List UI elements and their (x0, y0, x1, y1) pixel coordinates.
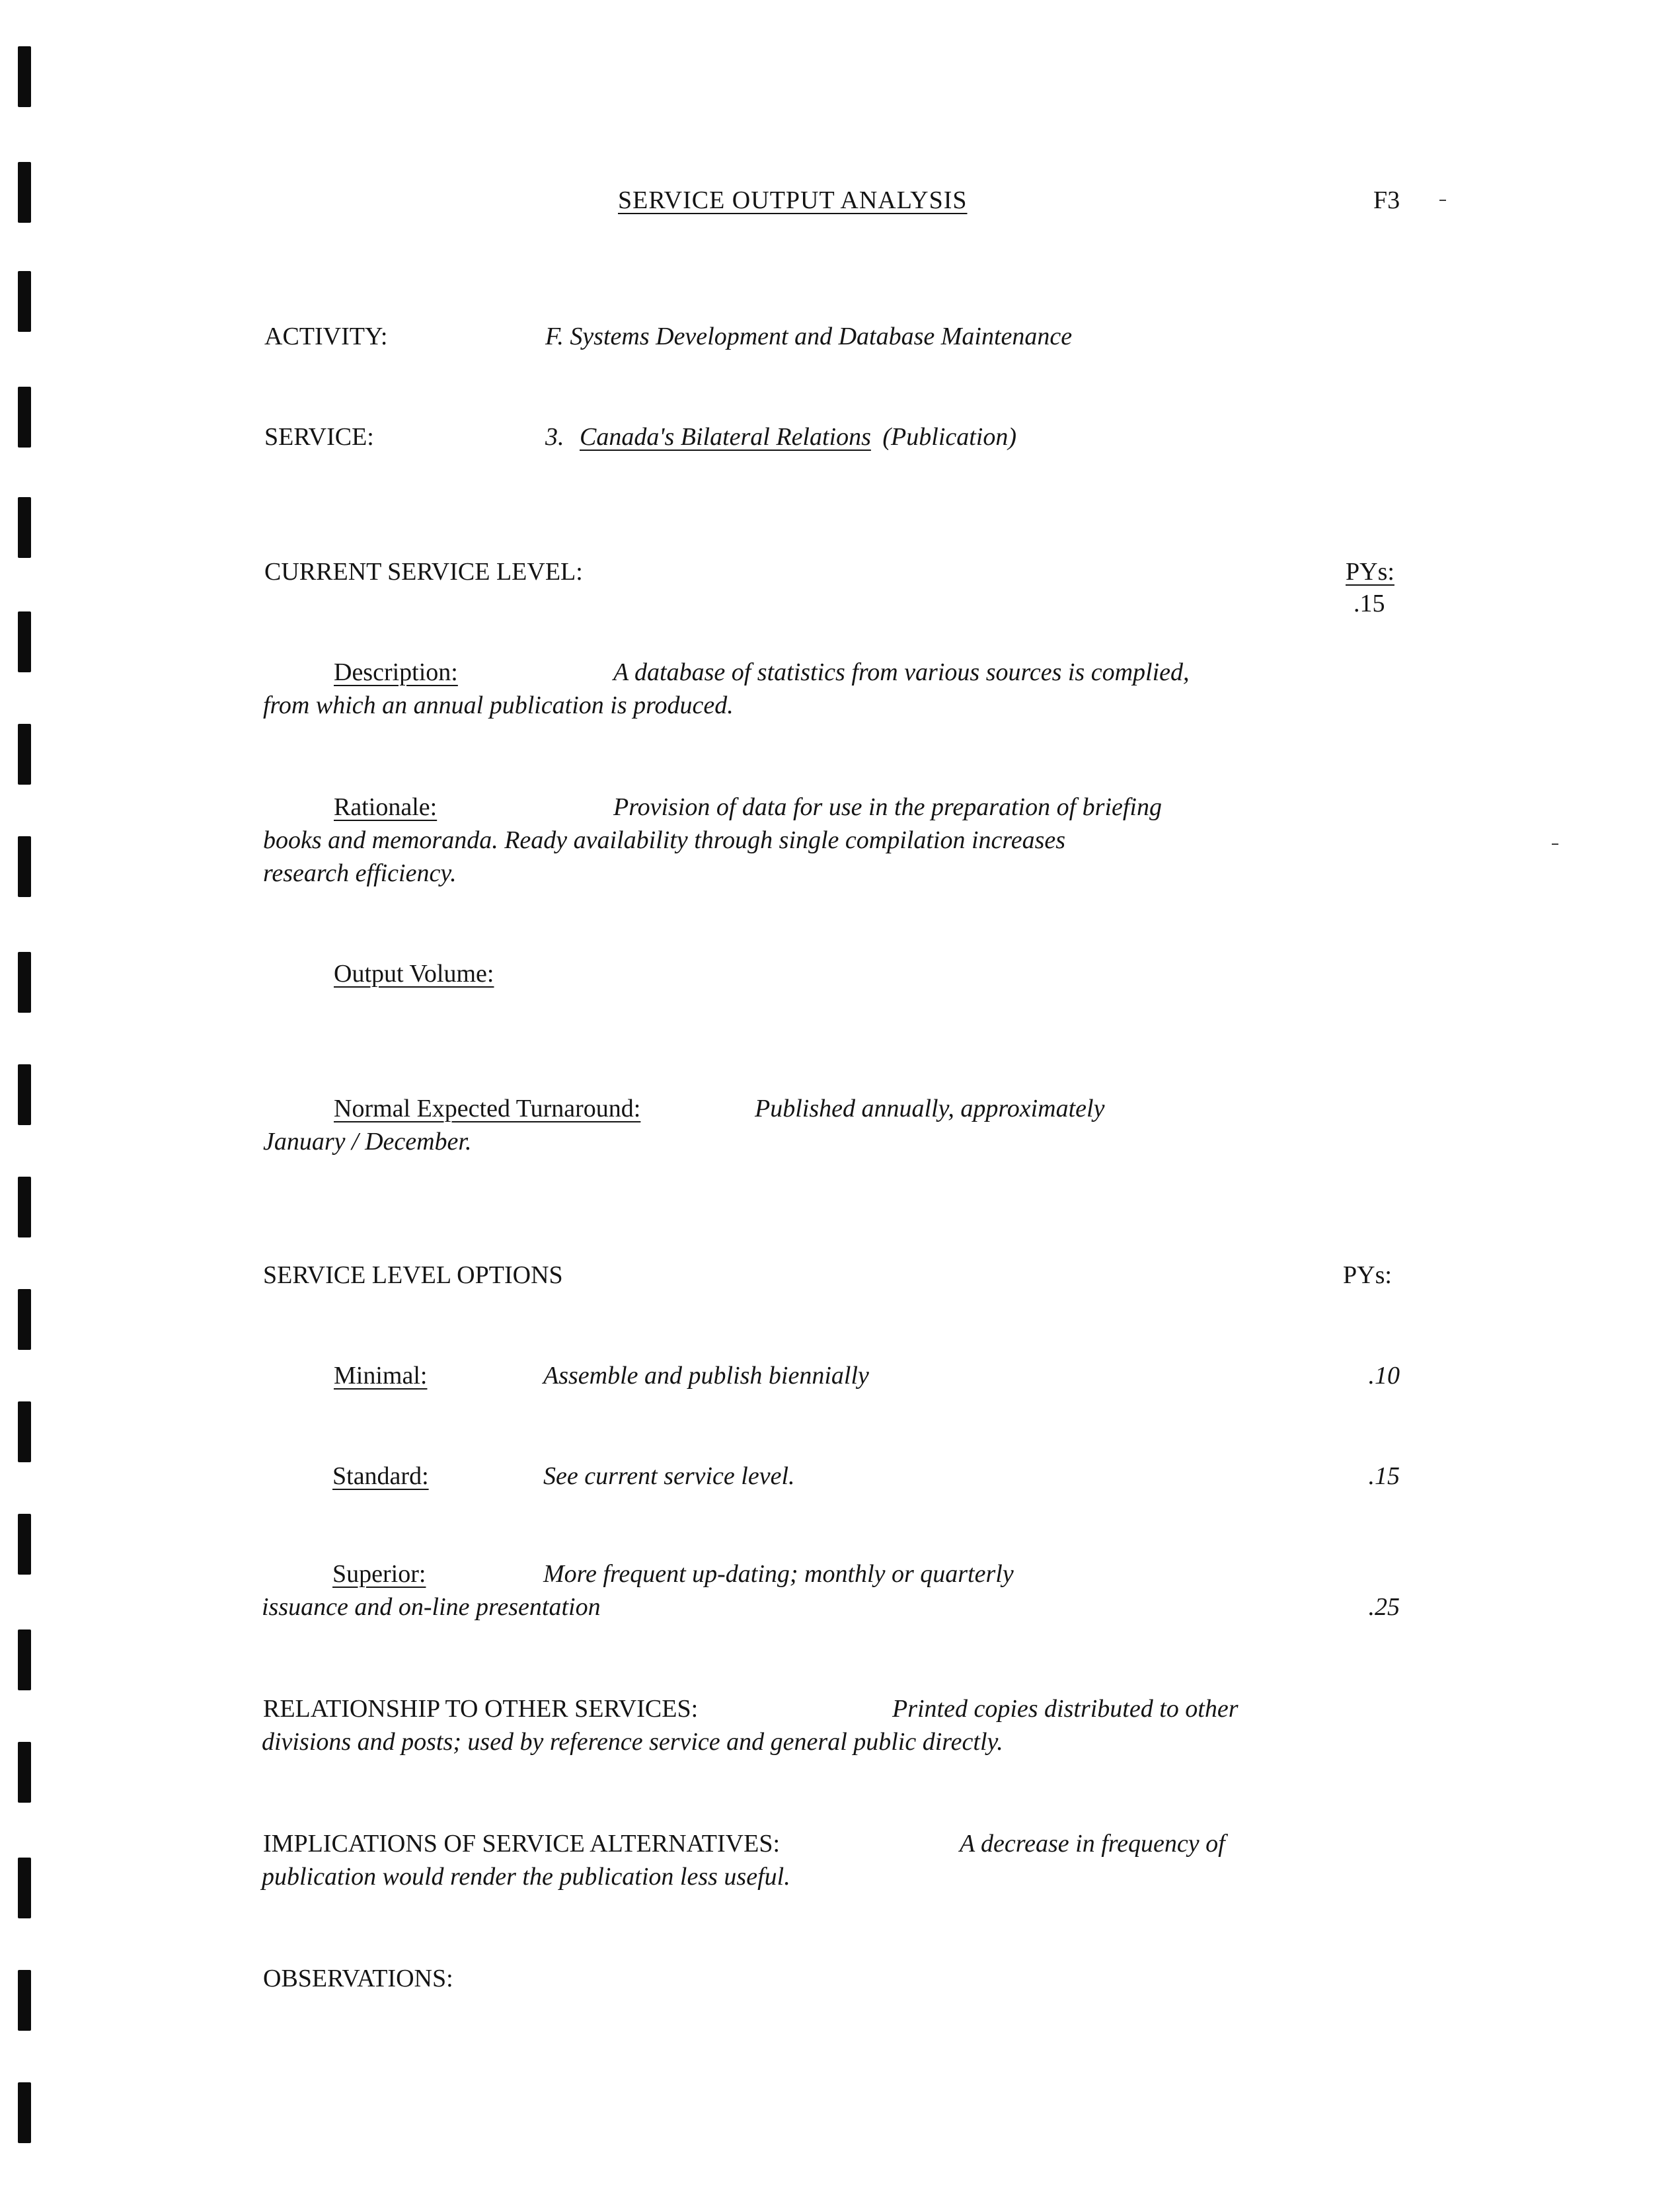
binder-mark (18, 1064, 31, 1125)
binder-mark (18, 162, 31, 223)
scan-mark (1552, 844, 1558, 845)
service-level-options-heading: SERVICE LEVEL OPTIONS (263, 1261, 563, 1289)
superior-line-1: More frequent up-dating; monthly or quarterly (543, 1560, 1014, 1588)
binder-mark (18, 611, 31, 672)
binder-mark (18, 724, 31, 785)
current-pys-label: PYs: (1346, 558, 1394, 586)
implications-heading: IMPLICATIONS OF SERVICE ALTERNATIVES: (263, 1830, 781, 1858)
binder-mark (18, 1514, 31, 1575)
rationale-line-2: books and memoranda. Ready availability through single compilation increases (263, 826, 1066, 854)
output-volume-label: Output Volume: (334, 960, 494, 988)
observations-heading: OBSERVATIONS: (263, 1965, 453, 1992)
superior-line-2: issuance and on-line presentation (262, 1593, 601, 1621)
superior-pys: .25 (1368, 1593, 1400, 1621)
standard-text: See current service level. (543, 1462, 795, 1490)
relationship-line-2: divisions and posts; used by reference service and general public directly. (262, 1728, 1003, 1756)
standard-pys: .15 (1368, 1462, 1400, 1490)
page-id: F3 (1373, 186, 1400, 214)
binder-mark (18, 2082, 31, 2143)
binder-mark (18, 1858, 31, 1918)
description-line-1: A database of statistics from various sources is complied, (613, 658, 1190, 686)
binder-mark (18, 497, 31, 558)
description-line-2: from which an annual publication is produced. (263, 691, 734, 719)
turnaround-label: Normal Expected Turnaround: (334, 1095, 641, 1122)
implications-line-2: publication would render the publication less useful. (262, 1863, 790, 1891)
description-label: Description: (334, 658, 458, 686)
service-number: 3. (545, 423, 564, 451)
current-pys-value: .15 (1354, 590, 1385, 617)
binder-mark (18, 1401, 31, 1462)
standard-label: Standard: (332, 1462, 429, 1490)
relationship-heading: RELATIONSHIP TO OTHER SERVICES: (263, 1695, 699, 1723)
superior-label: Superior: (332, 1560, 426, 1588)
relationship-line-1: Printed copies distributed to other (892, 1695, 1239, 1723)
minimal-pys: .10 (1368, 1362, 1400, 1390)
minimal-label: Minimal: (334, 1362, 428, 1390)
binder-mark (18, 1289, 31, 1350)
options-pys-label: PYs: (1343, 1261, 1392, 1289)
binder-mark (18, 836, 31, 897)
binder-mark (18, 1742, 31, 1803)
binder-mark (18, 952, 31, 1013)
turnaround-line-1: Published annually, approximately (755, 1095, 1105, 1122)
binder-mark (18, 1970, 31, 2031)
rationale-line-3: research efficiency. (263, 859, 457, 887)
page-title: SERVICE OUTPUT ANALYSIS (618, 186, 968, 214)
service-qualifier: (Publication) (882, 423, 1017, 451)
service-value (545, 420, 1016, 453)
binder-mark (18, 46, 31, 107)
minimal-text: Assemble and publish biennially (543, 1362, 869, 1390)
activity-value: F. Systems Development and Database Maintenance (545, 323, 1073, 350)
binder-mark (18, 271, 31, 332)
binder-mark (18, 387, 31, 448)
implications-line-1: A decrease in frequency of (960, 1830, 1225, 1858)
rationale-line-1: Provision of data for use in the preparation of briefing (613, 793, 1162, 821)
turnaround-line-2: January / December. (263, 1128, 472, 1156)
binder-mark (18, 1177, 31, 1237)
rationale-label: Rationale: (334, 793, 438, 821)
activity-label: ACTIVITY: (264, 323, 388, 350)
binder-mark (18, 1629, 31, 1690)
service-name: Canada's Bilateral Relations (580, 423, 871, 451)
scan-mark (1439, 200, 1446, 201)
current-service-level-heading: CURRENT SERVICE LEVEL: (264, 558, 583, 586)
service-label: SERVICE: (264, 423, 374, 451)
